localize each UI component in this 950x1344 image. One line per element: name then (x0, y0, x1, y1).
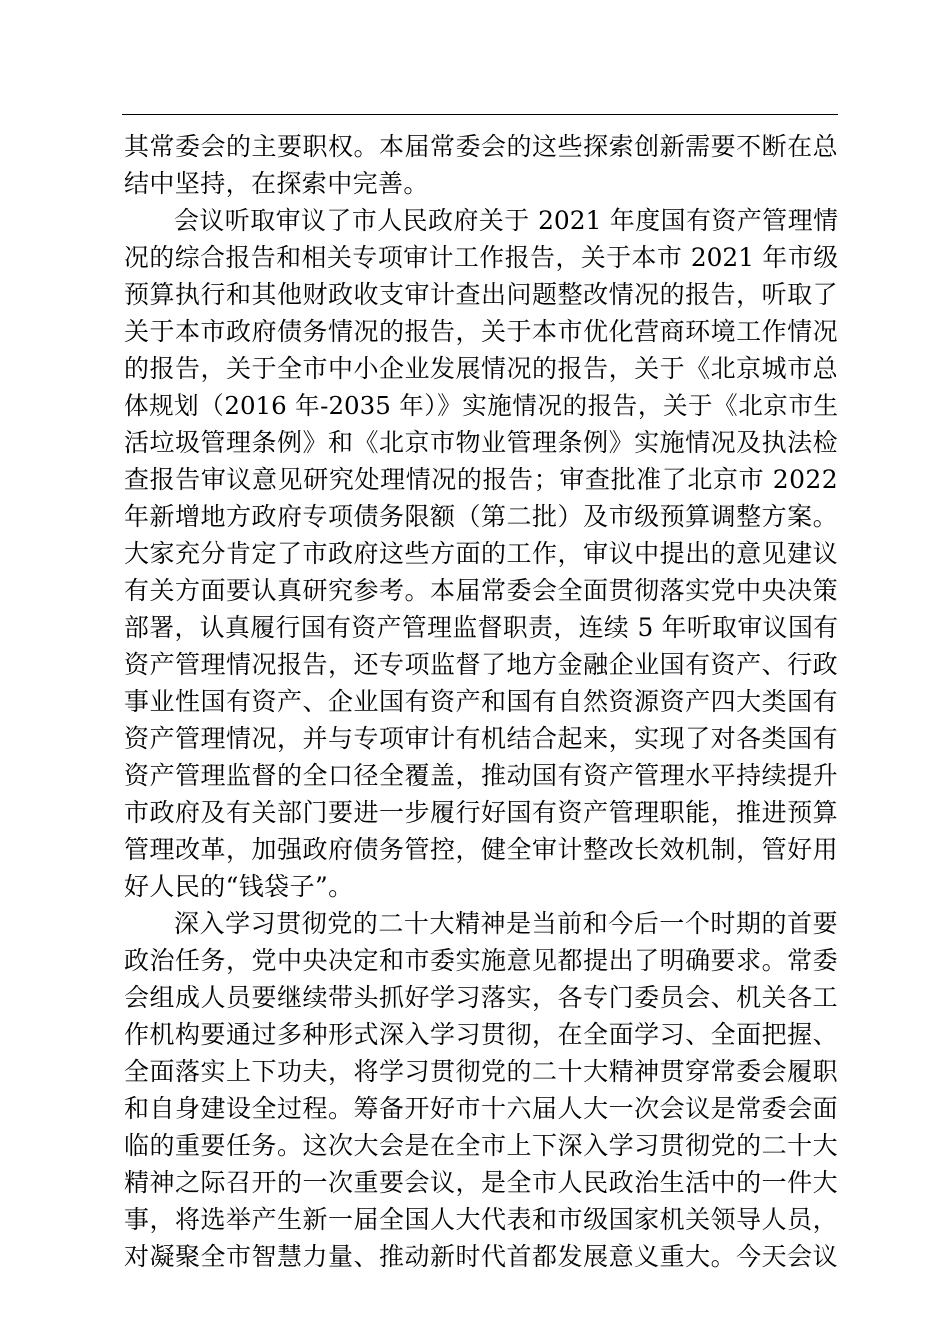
text-line: 作机构要通过多种形式深入学习贯彻，在全面学习、全面把握、 (124, 1020, 838, 1049)
text-line: 资产管理情况，并与专项审计有机结合起来，实现了对各类国有 (124, 724, 838, 753)
text-line: 大家充分肯定了市政府这些方面的工作，审议中提出的意见建议 (124, 539, 838, 568)
text-line: 结中坚持，在探索中完善。 (124, 169, 429, 198)
text-line: 政治任务，党中央决定和市委实施意见都提出了明确要求。常委 (124, 946, 838, 975)
text-line: 况的综合报告和相关专项审计工作报告，关于本市 2021 年市级 (124, 243, 838, 272)
document-body (124, 128, 838, 1275)
text-line: 资产管理情况报告，还专项监督了地方金融企业国有资产、行政 (124, 650, 838, 679)
header-rule (122, 114, 838, 115)
text-line: 会议听取审议了市人民政府关于 2021 年度国有资产管理情 (174, 206, 838, 235)
text-line: 会组成人员要继续带头抓好学习落实，各专门委员会、机关各工 (124, 983, 838, 1012)
text-line: 深入学习贯彻党的二十大精神是当前和今后一个时期的首要 (174, 909, 838, 938)
text-line: 体规划（2016 年-2035 年）》实施情况的报告，关于《北京市生 (124, 391, 838, 420)
text-line: 对凝聚全市智慧力量、推动新时代首都发展意义重大。今天会议 (124, 1242, 838, 1271)
text-line: 管理改革，加强政府债务管控，健全审计整改长效机制，管好用 (124, 835, 838, 864)
text-line: 精神之际召开的一次重要会议，是全市人民政治生活中的一件大 (124, 1168, 838, 1197)
text-line: 事，将选举产生新一届全国人大代表和市级国家机关领导人员， (124, 1205, 838, 1234)
text-line: 查报告审议意见研究处理情况的报告；审查批准了北京市 2022 (124, 465, 838, 494)
text-line: 年新增地方政府专项债务限额（第二批）及市级预算调整方案。 (124, 502, 838, 531)
text-line: 临的重要任务。这次大会是在全市上下深入学习贯彻党的二十大 (124, 1131, 838, 1160)
text-line: 和自身建设全过程。筹备开好市十六届人大一次会议是常委会面 (124, 1094, 838, 1123)
text-line: 关于本市政府债务情况的报告，关于本市优化营商环境工作情况 (124, 317, 838, 346)
text-line: 全面落实上下功夫，将学习贯彻党的二十大精神贯穿常委会履职 (124, 1057, 838, 1086)
text-line: 事业性国有资产、企业国有资产和国有自然资源资产四大类国有 (124, 687, 838, 716)
text-line: 预算执行和其他财政收支审计查出问题整改情况的报告，听取了 (124, 280, 838, 309)
text-line: 其常委会的主要职权。本届常委会的这些探索创新需要不断在总 (124, 132, 838, 161)
text-line: 好人民的“钱袋子”。 (124, 872, 354, 901)
text-line: 活垃圾管理条例》和《北京市物业管理条例》实施情况及执法检 (124, 428, 838, 457)
text-line: 部署，认真履行国有资产管理监督职责，连续 5 年听取审议国有 (124, 613, 838, 642)
text-line: 有关方面要认真研究参考。本届常委会全面贯彻落实党中央决策 (124, 576, 838, 605)
text-line: 的报告，关于全市中小企业发展情况的报告，关于《北京城市总 (124, 354, 838, 383)
text-line: 资产管理监督的全口径全覆盖，推动国有资产管理水平持续提升 (124, 761, 838, 790)
text-line: 市政府及有关部门要进一步履行好国有资产管理职能，推进预算 (124, 798, 838, 827)
